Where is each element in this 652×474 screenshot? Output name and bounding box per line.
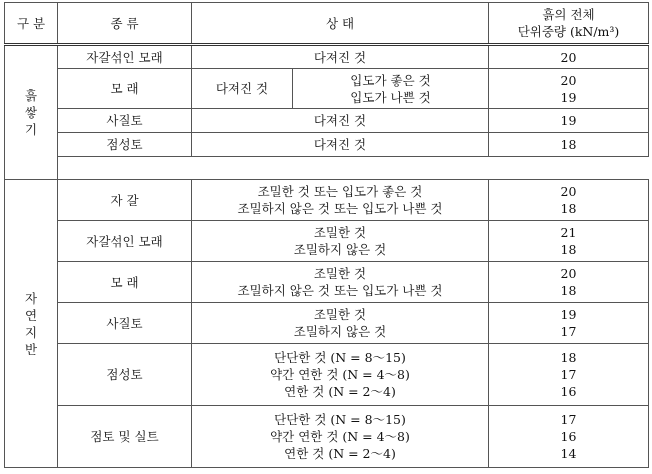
- state-cell: [192, 180, 489, 221]
- type-cell: 점성토: [58, 133, 192, 157]
- header-unit-weight-line1: 흙의 전체: [542, 7, 595, 22]
- fill-group-label: [5, 45, 58, 180]
- header-type: 종 류: [58, 3, 192, 45]
- state-line: 조밀하지 않은 것: [293, 324, 387, 339]
- type-cell: 모 래: [58, 69, 192, 109]
- header-state: 상 태: [192, 3, 489, 45]
- state-cell: [192, 344, 489, 406]
- natural-gravel-sand-row: [5, 221, 649, 262]
- state-line: 조밀하지 않은 것 또는 입도가 나쁜 것: [237, 283, 443, 298]
- fill-sandy-soil-row: [5, 109, 649, 133]
- substate-line: 입도가 나쁜 것: [350, 89, 431, 105]
- value-cell: [489, 406, 649, 468]
- value-line: 18: [560, 201, 577, 216]
- state-line: 조밀한 것: [313, 225, 367, 240]
- value-cell: [489, 303, 649, 344]
- value-cell: [489, 262, 649, 303]
- value-line: 17: [560, 324, 577, 339]
- soil-unit-weight-table: [4, 2, 649, 468]
- natural-group-char: 지: [24, 324, 38, 340]
- value-line: 17: [560, 367, 577, 382]
- fill-group-char: 흙: [24, 88, 38, 103]
- header-row: [5, 3, 649, 45]
- state-cell: 다져진 것: [192, 45, 489, 69]
- value-cell: [489, 69, 649, 109]
- state-line: 조밀하지 않은 것 또는 입도가 나쁜 것: [237, 201, 443, 216]
- state-line: 단단한 것 (N = 8～15): [274, 412, 406, 427]
- state-cell: [192, 406, 489, 468]
- value-line: 16: [560, 429, 577, 444]
- header-category: 구 분: [5, 3, 58, 45]
- header-unit-weight-line2: 단위중량 (kN/m³): [517, 24, 620, 39]
- type-cell: 자갈섞인 모래: [58, 45, 192, 69]
- state-line: 조밀한 것 또는 입도가 좋은 것: [257, 184, 423, 199]
- state-line: 조밀하지 않은 것: [293, 242, 387, 257]
- value-cell: 19: [489, 109, 649, 133]
- fill-clayey-soil-row: [5, 133, 649, 157]
- value-line: 19: [560, 89, 577, 105]
- state-line: 약간 연한 것 (N = 4～8): [270, 367, 410, 382]
- natural-sandy-soil-row: [5, 303, 649, 344]
- natural-group-char: 반: [24, 341, 38, 357]
- value-line: 20: [560, 266, 577, 281]
- natural-gravel-row: [5, 180, 649, 221]
- state-line: 조밀한 것: [313, 307, 367, 322]
- state-cell: [192, 262, 489, 303]
- value-cell: 20: [489, 45, 649, 69]
- natural-sand-row: [5, 262, 649, 303]
- natural-group-label: [5, 180, 58, 468]
- state-cell: 다져진 것: [192, 133, 489, 157]
- value-line: 20: [560, 184, 577, 199]
- value-cell: [489, 180, 649, 221]
- value-line: 18: [560, 283, 577, 298]
- state-cell: [192, 303, 489, 344]
- value-line: 20: [560, 72, 577, 88]
- substate-cell: [293, 69, 489, 109]
- state-line: 단단한 것 (N = 8～15): [274, 350, 406, 365]
- fill-group-char: 쌓: [24, 105, 38, 120]
- natural-group-char: 자: [24, 290, 38, 306]
- value-line: 21: [560, 225, 577, 240]
- value-line: 18: [560, 242, 577, 257]
- type-cell: 점토 및 실트: [58, 406, 192, 468]
- natural-group-char: 연: [24, 307, 38, 323]
- type-cell: 사질토: [58, 109, 192, 133]
- state-line: 연한 것 (N = 2～4): [284, 446, 396, 461]
- value-line: 14: [560, 446, 577, 461]
- type-cell: 점성토: [58, 344, 192, 406]
- value-line: 17: [560, 412, 577, 427]
- substate-line: 입도가 좋은 것: [350, 72, 431, 88]
- type-cell: 사질토: [58, 303, 192, 344]
- type-cell: 자 갈: [58, 180, 192, 221]
- value-cell: 18: [489, 133, 649, 157]
- value-line: 16: [560, 384, 577, 399]
- state-cell: 다져진 것: [192, 109, 489, 133]
- state-line: 약간 연한 것 (N = 4～8): [270, 429, 410, 444]
- type-cell: 모 래: [58, 262, 192, 303]
- state-cell: [192, 221, 489, 262]
- value-line: 18: [560, 350, 577, 365]
- fill-sand-row: [5, 69, 649, 109]
- state-cell: 다져진 것: [192, 69, 293, 109]
- value-cell: [489, 221, 649, 262]
- type-cell: 자갈섞인 모래: [58, 221, 192, 262]
- value-cell: [489, 344, 649, 406]
- value-line: 19: [560, 307, 577, 322]
- header-unit-weight: [489, 3, 649, 45]
- natural-clayey-soil-row: [5, 344, 649, 406]
- state-line: 조밀한 것: [313, 266, 367, 281]
- natural-clay-silt-row: [5, 406, 649, 468]
- fill-gravel-sand-row: [5, 45, 649, 69]
- state-line: 연한 것 (N = 2～4): [284, 384, 396, 399]
- fill-group-char: 기: [24, 122, 38, 137]
- fill-spacer-row: [5, 157, 649, 180]
